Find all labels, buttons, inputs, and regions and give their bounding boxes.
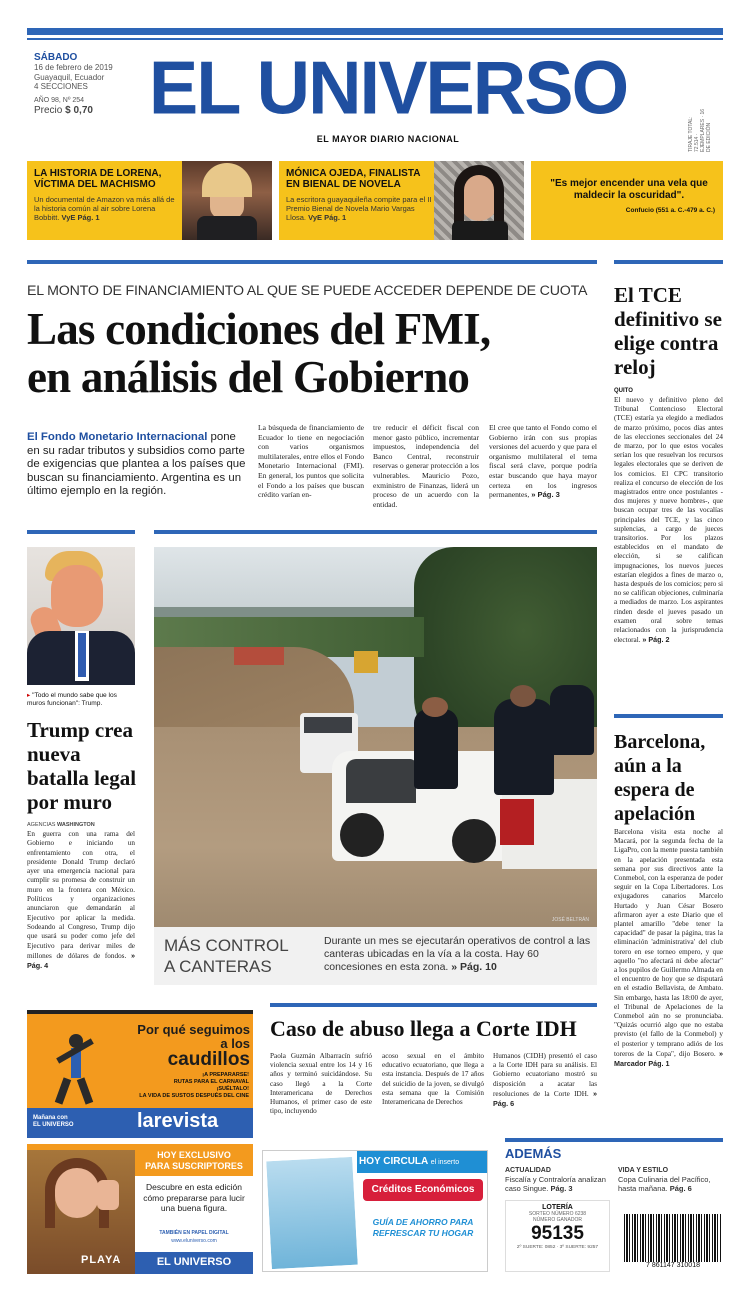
masthead-city: Guayaquil, Ecuador — [34, 72, 105, 82]
playa-text: Descubre en esta edición cómo prepararse para lucir una buena figura. — [143, 1182, 245, 1213]
barcode-number: 7 861147 310018 — [624, 1262, 722, 1269]
price-label: Precio — [34, 105, 63, 116]
trump-rule — [27, 530, 135, 534]
lead-column-2: tre reducir el déficit fiscal con menor gasto público, incrementar impuestos, independencia del Banco Central, reconstruir reservas o generar protección a los vulnerables. Mauricio Pozo, exministro de Finanzas, liderá un proceso de un acuerdo con la entidad. — [373, 423, 479, 509]
barcode — [624, 1214, 722, 1262]
playa-brand: EL UNIVERSO — [156, 1256, 232, 1268]
trump-agency: AGENCIAS WASHINGTON — [27, 822, 95, 828]
playa-header: HOY EXCLUSIVO PARA SUSCRIPTORES — [145, 1150, 243, 1171]
idh-column-3: Humanos (CIDH) presentó el caso a la Corte IDH para su análisis. El Gobierno ecuatoriano mostró su disposición a acatar las resoluciones de la Corte IDH. » Pág. 6 — [493, 1052, 597, 1109]
lead-column-1: La búsqueda de financiamiento de Ecuador lo tiene en negociación con varios organismos multilaterales, entre ellos el Fondo Monetario Internacional (FMI). En general, los puntos que solicita el Fondo a los países que buscan crédito varían en- — [258, 423, 364, 500]
quote-box — [531, 161, 723, 240]
creditos-header: HOY CIRCULA el inserto — [359, 1156, 460, 1167]
lottery-box — [505, 1200, 610, 1272]
masthead-sections: 4 SECCIONES — [34, 82, 88, 91]
masthead-info — [34, 52, 144, 116]
caudillo-figure-icon — [45, 1034, 105, 1104]
lottery-sub: NÚMERO GANADOR — [533, 1217, 582, 1223]
masthead-date: 16 de febrero de 2019 — [34, 63, 113, 72]
revista-lines: ¡A PREPARARSE! RUTAS PARA EL CARNAVAL ¡SUÉLTALO! LA VIDA DE SUSTOS DESPUÉS DEL CINE — [139, 1072, 249, 1099]
masthead-day: SÁBADO — [34, 52, 78, 63]
lead-rule — [27, 260, 597, 264]
lead-kicker: EL MONTO DE FINANCIAMIENTO AL QUE SE PUEDE ACCEDER DEPENDE DE CUOTA — [27, 283, 588, 299]
tce-dateline: QUITO — [614, 388, 633, 394]
police-truck — [332, 719, 597, 877]
creditos-sub: GUÍA DE AHORRO PARA REFRESCAR TU HOGAR — [372, 1217, 474, 1238]
barcelona-body: Barcelona visita esta noche al Macará, por la segunda fecha de la LigaPro, con la mente puesta también en la apelación presentada esta semana por sus directivos ante la Conmebol, con la esperanza de poder seguir en la Copa Libertadores. Los exjugadores canarios Marcelo Hurtado y Juan César Bosero afirmaron ayer a este Diario que el plantel amarillo "debe tener la capacidad" de pasar la página, tras la eliminación 'administrativa' del club torero en ese torneo empero, y que aquello "no afectará ni debe afectar" a los pupilos de Guillermo Almada en el encuentro de hoy que se disputará en el estadio Bellavista, de Ambato. Sin embargo, hasta las 18:00 de ayer, el Tribunal de Apelaciones de la Conmebol aún no se pronunciaba. "Quizás ocurrió algo que no estaba previsto (el fallo de la Conmebol) y el posterior y temprano adiós de los toreros de la Copa", dijo Bosero. » Marcador Pág. 1 — [614, 828, 723, 1069]
revista-brand: larevista — [137, 1110, 219, 1132]
ademas-item-vida[interactable]: VIDA Y ESTILO Copa Culinaria del Pacífico, hasta mañana. Pág. 6 — [618, 1167, 711, 1193]
masthead-edition: AÑO 98, Nº 254 — [34, 96, 85, 104]
caption-text: Durante un mes se ejecutarán operativos de control a las canteras ubicadas en la vía a la costa. Hay 60 concesiones en esta zona. » Pág. 10 — [324, 935, 591, 973]
playa-photo — [27, 1150, 135, 1274]
teaser-title: LA HISTORIA DE LORENA, VÍCTIMA DEL MACHISMO — [34, 168, 162, 190]
teaser-title: MÓNICA OJEDA, FINALISTA EN BIENAL DE NOVELA — [286, 168, 421, 190]
revista-footer-left: Mañana con EL UNIVERSO — [33, 1115, 74, 1128]
idh-rule — [270, 1003, 597, 1007]
creditos-insert-thumb — [264, 1155, 360, 1272]
photo-credit: JOSÉ BELTRÁN — [551, 917, 589, 923]
top-rule — [27, 28, 723, 35]
masthead-tagline: EL MAYOR DIARIO NACIONAL — [316, 134, 460, 144]
lead-summary: El Fondo Monetario Internacional pone en su radar tributos y subsidios como parte de exigencias que plantea a los países que buscan su financiamiento. Argentina es un último ejemplo en la región. — [27, 431, 246, 497]
lottery-foot: 2º SUERTE: 0852 · 3º SUERTE: 9257 — [516, 1245, 599, 1250]
trump-headline: Trump crea nueva batalla legal por muro — [27, 718, 137, 814]
teaser-lorena[interactable] — [27, 161, 272, 240]
playa-digital: TAMBIÉN EN PAPEL DIGITAL — [159, 1230, 229, 1236]
quote-text: "Es mejor encender una vela que maldecir la oscuridad". — [550, 178, 708, 201]
masthead-title: EL UNIVERSO — [148, 45, 628, 130]
teaser-ojeda[interactable] — [279, 161, 524, 240]
main-photo — [154, 547, 597, 927]
ademas-rule — [505, 1138, 723, 1142]
photo-caption-box — [154, 927, 597, 985]
teaser-text: La escritora guayaquileña compite para el II Premio Bienal de Novela Mario Vargas Llosa. VyE Pág. 1 — [286, 195, 432, 222]
lottery-draw: SORTEO NÚMERO 6238 — [528, 1211, 587, 1217]
barcelona-rule — [614, 714, 723, 718]
tce-headline: El TCE definitivo se elige contra reloj — [614, 283, 722, 379]
trump-caption: ▸ "Todo el mundo sabe que los muros funcionan": Trump. — [27, 692, 117, 707]
revista-title: Por qué seguimos a los caudillos — [137, 1022, 250, 1070]
caption-title: MÁS CONTROL A CANTERAS — [164, 936, 289, 976]
tce-body: El nuevo y definitivo pleno del Tribunal Contencioso Electoral (TCE) estaría ya elegido a mediados de marzo próximo, pocos días antes de las elecciones seccionales del 24 de marzo, por lo que estos vocales serían los que resuelvan los recursos legales electorales que se deriven de los comicios. El CPC transitorio realiza el concurso de elección de los magistrados entre once postulantes -dos mujeres y nueve hombres-, que buscan ocupar tres de las vocalías principales del TCE, y las cinco suplencias, a cargo de jueces transitorios. Por los plazos establecidos en el mandato de elección, si se califican impugnaciones, los nuevos jueces estarían elegidos a fines de marzo o, hasta después de los comicios; pero si no se califican objeciones, culminaría a mediados de marzo. Los aspirantes rinden desde el jueves pasado un examen oral sobre temas relacionados con la jurisprudencia electoral. » Pág. 2 — [614, 396, 723, 645]
teaser-photo — [434, 161, 524, 240]
ademas-item-actualidad[interactable]: ACTUALIDAD Fiscalía y Contraloría analizan caso Singue. Pág. 3 — [505, 1167, 606, 1193]
playa-badge: PLAYA — [81, 1254, 122, 1266]
creditos-brand: Créditos Económicos — [371, 1184, 475, 1195]
playa-ad[interactable] — [27, 1144, 253, 1274]
photo-rule — [154, 530, 597, 534]
teaser-photo — [182, 161, 272, 240]
revista-ad[interactable] — [27, 1010, 253, 1138]
ademas-title: ADEMÁS — [505, 1146, 562, 1161]
quote-author: Confucio (551 a. C.-479 a. C.) — [625, 207, 715, 214]
lead-headline: Las condiciones del FMI, en análisis del Gobierno — [27, 304, 491, 402]
lead-column-3: El cree que tanto el Fondo como el Gobierno irán con sus propias versiones del acuerdo y que para el organismo multilateral el tema fiscal será clave, porque podría estar buscando que haya mayor certeza en los ingresos permanentes, » Pág. 3 — [489, 423, 597, 500]
idh-column-2: acoso sexual en el ámbito educativo ecuatoriano, que llega a esta instancia. Después de 17 años del suicidio de la joven, se divulgó esta semana que la Comisión Interamericana de Derechos — [382, 1052, 484, 1107]
lottery-title: LOTERÍA — [542, 1204, 573, 1211]
teaser-text: Un documental de Amazon va más allá de la historia común al air sobre Lorena Bobbitt. VyE Pág. 1 — [34, 195, 175, 222]
masthead-side-info: TIRAJE TOTAL: 72.514 · EJEMPLARES · 16 DE EDICIÓN — [688, 108, 712, 152]
lottery-number: 95135 — [531, 1223, 584, 1244]
idh-column-1: Paola Guzmán Albarracín sufrió violencia sexual entre los 14 y 16 años y terminó suicidándose. Su caso llegó a la Corte Interamericana de Derechos Humanos, el primer caso de este tipo, incluyendo — [270, 1052, 372, 1116]
idh-headline: Caso de abuso llega a Corte IDH — [270, 1016, 577, 1041]
top-rule-thin — [27, 38, 723, 40]
price-value: $ 0,70 — [65, 105, 93, 116]
barcelona-headline: Barcelona, aún a la espera de apelación — [614, 731, 706, 825]
creditos-ad[interactable] — [262, 1150, 488, 1272]
trump-body: En guerra con una rama del Gobierno e iniciando un enfrentamiento con otra, el presidente Donald Trump declaró ayer una emergencia nacional para cumplir su promesa de construir un muro en la frontera con México. Políticos y organizaciones anunciaron que demandarán al Ejecutivo por aplicar la medida. Sodeando al Congreso, Trump dijo que usará su poder como jefe del Ejecutivo para derivar miles de millones de dólares de fondos. » Pág. 4 — [27, 830, 135, 971]
playa-url[interactable]: www.eluniverso.com — [171, 1238, 217, 1244]
tce-rule — [614, 260, 723, 264]
trump-photo — [27, 547, 135, 685]
